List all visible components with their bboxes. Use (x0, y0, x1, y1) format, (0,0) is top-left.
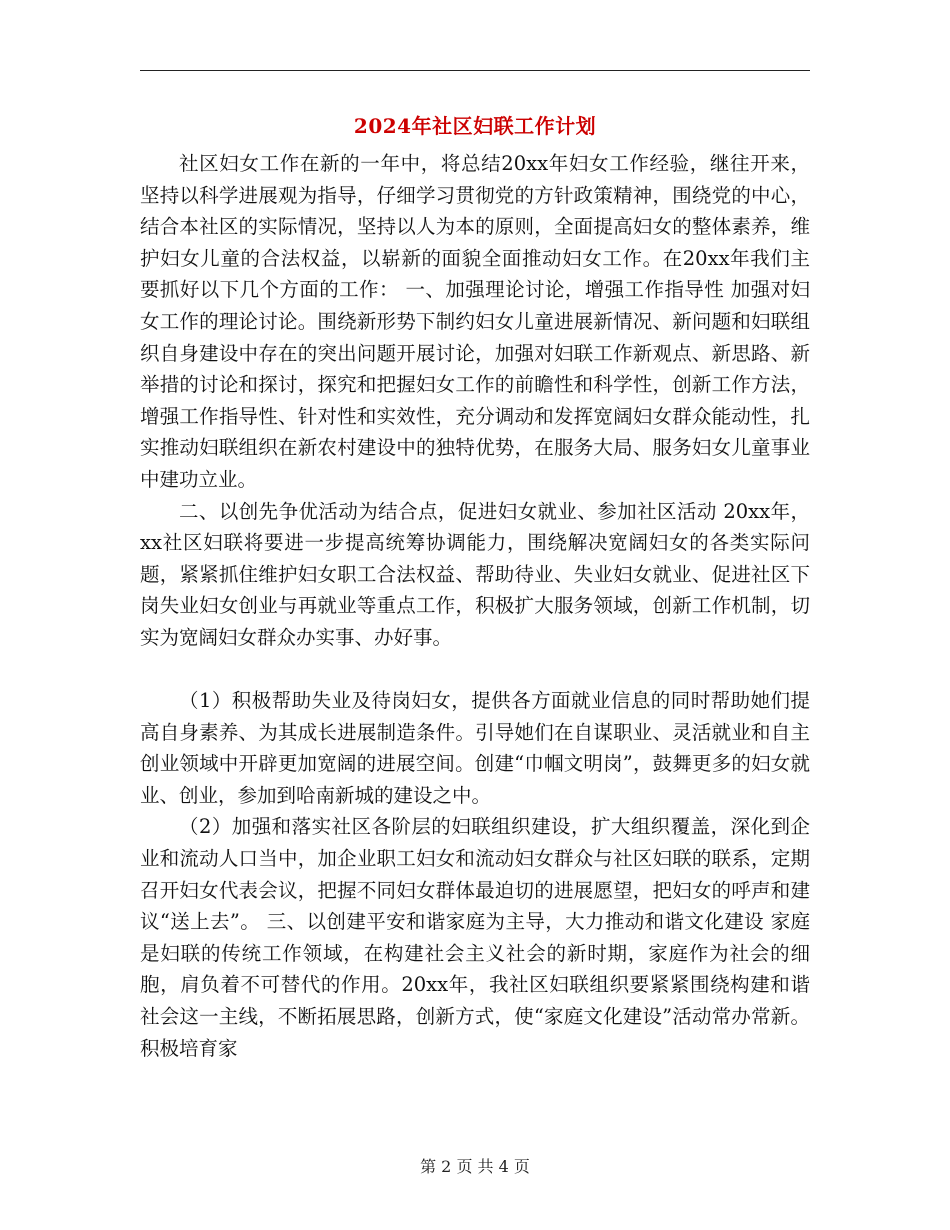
paragraph-item-two: （2）加强和落实社区各阶层的妇联组织建设，扩大组织覆盖，深化到企业和流动人口当中，加企业职工妇女和流动妇女群众与社区妇联的联系，定期召开妇女代表会议，把握不同妇女群体最迫切的进展愿望，把妇女的呼声和建议“送上去”。 三、以创建平安和谐家庭为主导，大力推动和谐文化建设 家庭是妇联的传统工作领域，在构建社会主义社会的新时期，家庭作为社会的细胞，肩负着不可替代的作用。20xx年，我社区妇联组织要紧紧围绕构建和谐社会这一主线，不断拓展思路，创新方式，使“家庭文化建设”活动常办常新。积极培育家 (140, 815, 810, 1060)
paragraph-intro: 社区妇女工作在新的一年中，将总结20xx年妇女工作经验，继往开来，坚持以科学进展观为指导，仔细学习贯彻党的方针政策精神，围绕党的中心，结合本社区的实际情况，坚持以人为本的原则，全面提高妇女的整体素养，维护妇女儿童的合法权益，以崭新的面貌全面推动妇女工作。在20xx年我们主要抓好以下几个方面的工作： 一、加强理论讨论，增强工作指导性 加强对妇女工作的理论讨论。围绕新形势下制约妇女儿童进展新情况、新问题和妇联组织自身建设中存在的突出问题开展讨论，加强对妇联工作新观点、新思路、新举措的讨论和探讨，探究和把握妇女工作的前瞻性和科学性，创新工作方法，增强工作指导性、针对性和实效性，充分调动和发挥宽阔妇女群众能动性，扎实推动妇联组织在新农村建设中的独特优势，在服务大局、服务妇女儿童事业中建功立业。 (140, 152, 810, 491)
page-footer: 第 2 页 共 4 页 (420, 1157, 530, 1176)
document-body (140, 148, 810, 1064)
header-rule (140, 70, 810, 71)
paragraph-section-two: 二、以创先争优活动为结合点，促进妇女就业、参加社区活动 20xx年，xx社区妇联将要进一步提高统筹协调能力，围绕解决宽阔妇女的各类实际问题，紧紧抓住维护妇女职工合法权益、帮助待业、失业妇女就业、促进社区下岗失业妇女创业与再就业等重点工作，积极扩大服务领域，创新工作机制，切实为宽阔妇女群众办实事、办好事。 (140, 499, 810, 649)
paragraph-item-one: （1）积极帮助失业及待岗妇女，提供各方面就业信息的同时帮助她们提高自身素养、为其成长进展制造条件。引导她们在自谋职业、灵活就业和自主创业领域中开辟更加宽阔的进展空间。创建“巾帼文明岗”，鼓舞更多的妇女就业、创业，参加到哈南新城的建设之中。 (140, 689, 810, 807)
document-title: 2024年社区妇联工作计划 (353, 114, 597, 138)
